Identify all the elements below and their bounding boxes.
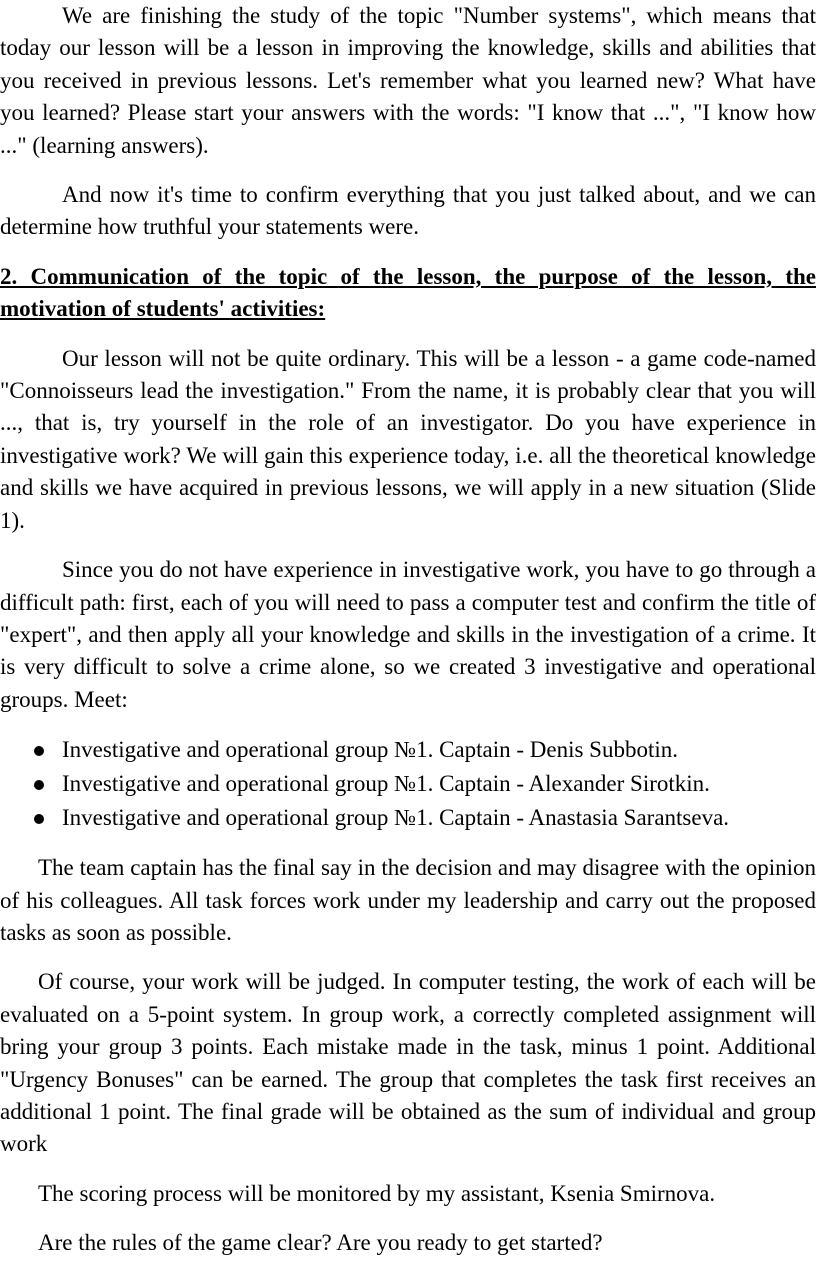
group-label: Investigative and operational group №1. Captain - Denis Subbotin. (62, 737, 678, 763)
bullet-icon (34, 746, 44, 756)
bullet-icon (34, 780, 44, 790)
group-label: Investigative and operational group №1. Captain - Anastasia Sarantseva. (62, 805, 730, 831)
investigation-path-paragraph: Since you do not have experience in investigative work, you have to go through a difficult path: first, each of you will need to pass a computer test and confirm the title of "expert", and then apply all your knowledge and skills in the investigation of a crime. It is very difficult to solve a crime alone, so we created 3 investigative and operational groups. Meet: (0, 557, 816, 712)
group-label: Investigative and operational group №1. Captain - Alexander Sirotkin. (62, 771, 710, 797)
scoring-paragraph: Of course, your work will be judged. In computer testing, the work of each will be evaluated on a 5-point system. In group work, a correctly completed assignment will bring your group 3 points. Each mistake made in the task, minus 1 point. Additional "Urgency Bonuses" can be earned. The group that completes the task first receives an additional 1 point. The final grade will be obtained as the sum of individual and group work (0, 969, 816, 1157)
assistant-paragraph: The scoring process will be monitored by my assistant, Ksenia Smirnova. (38, 1180, 716, 1206)
captain-rules-paragraph: The team captain has the final say in the decision and may disagree with the opinion of his colleagues. All task forces work under my leadership and carry out the proposed tasks as soon as possible. (0, 855, 816, 945)
lesson-description-paragraph: Our lesson will not be quite ordinary. This will be a lesson - a game code-named "Connoisseurs lead the investigation." From the name, it is probably clear that you will ..., that is, try yourself in the role of an investigator. Do you have experience in investigative work? We will gain this experience today, i.e. all the theoretical knowledge and skills we have acquired in previous lessons, we will apply in a new situation (Slide 1). (0, 345, 816, 533)
intro-paragraph: We are finishing the study of the topic "Number systems", which means that today our lesson will be a lesson in improving the knowledge, skills and abilities that you received in previous lessons. Let's remember what you learned new? What have you learned? Please start your answers with the words: "I know that ...", "I know how ..." (learning answers). (0, 3, 816, 158)
bullet-icon (34, 814, 44, 824)
list-item (0, 801, 816, 835)
list-item (0, 767, 816, 801)
confirmation-paragraph: And now it's time to confirm everything that you just talked about, and we can determine how truthful your statements were. (0, 182, 816, 240)
ready-question-paragraph: Are the rules of the game clear? Are you ready to get started? (38, 1230, 603, 1256)
section-heading: 2. Communication of the topic of the lesson, the purpose of the lesson, the motivation of students' activities: (0, 263, 816, 322)
groups-list (0, 733, 816, 835)
list-item (0, 733, 816, 767)
